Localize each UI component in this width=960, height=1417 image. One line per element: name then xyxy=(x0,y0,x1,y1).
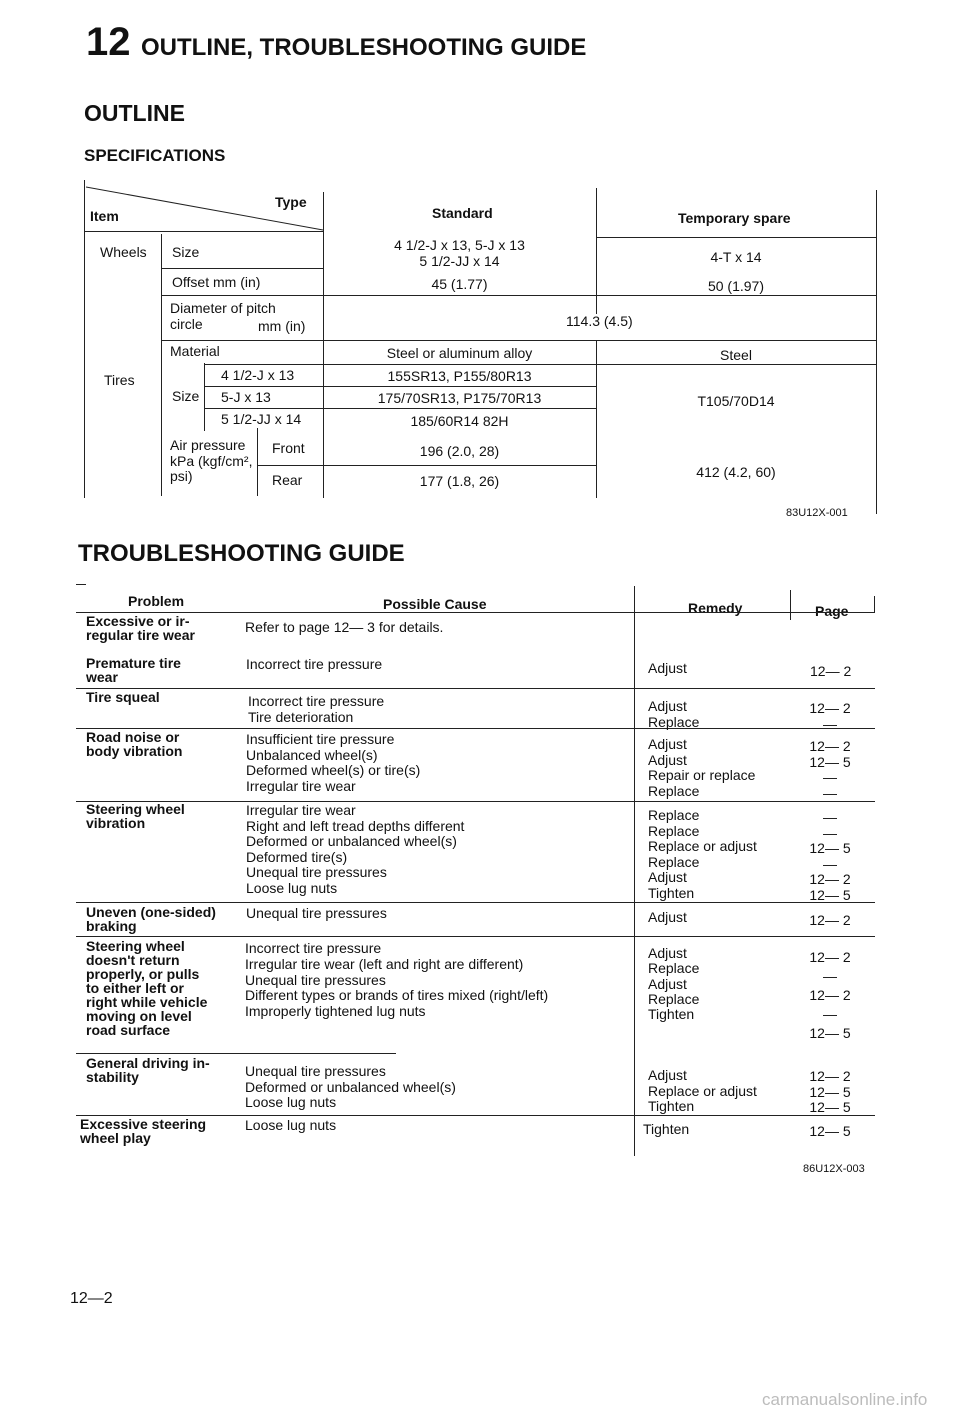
row-remedies: Adjust Replace or adjust Tighten xyxy=(648,1067,757,1114)
wheels-size-label: Size xyxy=(172,244,200,260)
tire-size-spare: T105/70D14 xyxy=(697,393,775,409)
row-remedies: Adjust xyxy=(648,909,687,925)
row-problem: Excessive or ir- regular tire wear xyxy=(86,613,195,643)
corner-type-label: Type xyxy=(275,194,307,210)
offset-label: Offset mm (in) xyxy=(172,274,261,290)
row-pages: 12— 2 xyxy=(809,912,851,928)
row-remedies: Adjust Replace Adjust Replace Tighten xyxy=(648,945,700,1023)
pitch-value: 114.3 (4.5) xyxy=(566,313,633,329)
rear-pressure-standard: 177 (1.8, 26) xyxy=(419,473,500,489)
tires-label: Tires xyxy=(104,372,135,388)
watermark: carmanualsonline.info xyxy=(762,1390,928,1409)
wheels-label: Wheels xyxy=(100,244,147,260)
row-causes: Unequal tire pressures xyxy=(246,905,387,921)
col-remedy-header: Remedy xyxy=(688,600,743,616)
row-remedies: Adjust xyxy=(648,660,687,676)
pressure-spare: 412 (4.2, 60) xyxy=(696,464,776,480)
row-causes: Insufficient tire pressure Unbalanced wheel(s) Deformed wheel(s) or tire(s) Irregular tire wear xyxy=(246,731,421,794)
row-pages: 12— 5 xyxy=(809,1123,851,1139)
air-pressure-label: Air pressure kPa (kgf/cm², psi) xyxy=(170,437,253,484)
spec-figure-code: 83U12X-001 xyxy=(786,507,848,519)
row-problem: General driving in- stability xyxy=(86,1055,210,1085)
outline-heading: OUTLINE xyxy=(84,100,185,126)
row-causes: Unequal tire pressures Deformed or unbalanced wheel(s) Loose lug nuts xyxy=(245,1063,456,1110)
row-problem: Road noise or body vibration xyxy=(86,729,183,759)
col-spare-header: Temporary spare xyxy=(678,210,791,226)
material-standard: Steel or aluminum alloy xyxy=(386,345,533,361)
row-remedies: Tighten xyxy=(643,1121,690,1137)
pitch-unit: mm (in) xyxy=(258,318,306,334)
wheels-size-spare: 4-T x 14 xyxy=(710,249,762,265)
row-pages: 12— 2 12— 5 12— 5 xyxy=(809,1068,851,1115)
front-label: Front xyxy=(272,440,305,456)
row-causes: Incorrect tire pressure xyxy=(246,656,383,672)
row-problem: Tire squeal xyxy=(86,689,160,705)
row-causes: Refer to page 12— 3 for details. xyxy=(245,619,444,635)
tire-size-standard-1: 155SR13, P155/80R13 xyxy=(387,368,532,384)
chapter-number: 12 xyxy=(86,20,131,64)
row-problem: Excessive steering wheel play xyxy=(80,1116,207,1146)
material-label: Material xyxy=(170,343,220,359)
row-causes: Incorrect tire pressure Tire deterioration xyxy=(248,693,385,725)
corner-item-label: Item xyxy=(90,208,119,224)
row-problem: Steering wheel vibration xyxy=(86,801,185,831)
page-number: 12—2 xyxy=(70,1290,113,1307)
row-problem: Premature tire wear xyxy=(86,655,181,685)
col-problem-header: Problem xyxy=(128,593,185,609)
chapter-title: OUTLINE, TROUBLESHOOTING GUIDE xyxy=(141,34,587,61)
tire-rim-1: 4 1/2-J x 13 xyxy=(221,367,295,383)
row-pages: 12— 2 xyxy=(810,663,852,679)
row-pages: 12— 2 12— 5 — — xyxy=(809,738,851,801)
row-causes: Incorrect tire pressure Irregular tire wear (left and right are different) Unequal tire pressures Different types or brands of tires mixed (right/left) Improperly tightened lug nuts xyxy=(245,940,549,1020)
row-causes: Irregular tire wear Right and left tread depths different Deformed or unbalanced wheel(s) Deformed tire(s) Unequal tire pressures Loose lug nuts xyxy=(246,802,465,896)
tire-rim-2: 5-J x 13 xyxy=(221,389,271,405)
row-pages: 12— 2 — xyxy=(809,700,851,732)
troubleshooting-heading: TROUBLESHOOTING GUIDE xyxy=(78,540,405,567)
row-causes: Loose lug nuts xyxy=(245,1117,337,1133)
row-pages: 12— 2 — 12— 2 — 12— 5 xyxy=(809,949,851,1041)
tire-size-standard-2: 175/70SR13, P175/70R13 xyxy=(377,390,542,406)
tire-size-standard-3: 185/60R14 82H xyxy=(410,413,509,429)
row-remedies: Replace Replace Replace or adjust Replace Adjust Tighten xyxy=(648,807,757,901)
wheels-size-standard: 4 1/2-J x 13, 5-J x 13 5 1/2-JJ x 14 xyxy=(394,237,525,269)
row-pages: — — 12— 5 — 12— 2 12— 5 xyxy=(809,809,851,903)
troubleshooting-figure-code: 86U12X-003 xyxy=(803,1163,865,1175)
row-problem: Steering wheel doesn't return properly, or pulls to either left or right while vehicle moving on level road surface xyxy=(86,938,208,1038)
row-remedies: Adjust Adjust Repair or replace Replace xyxy=(648,736,756,799)
col-standard-header: Standard xyxy=(432,205,493,221)
offset-spare: 50 (1.97) xyxy=(707,278,765,294)
rear-label: Rear xyxy=(272,472,303,488)
tire-rim-3: 5 1/2-JJ x 14 xyxy=(221,411,302,427)
row-remedies: Adjust Replace xyxy=(648,698,700,730)
offset-standard: 45 (1.77) xyxy=(431,276,488,292)
specifications-heading: SPECIFICATIONS xyxy=(84,146,226,165)
row-problem: Uneven (one-sided) braking xyxy=(86,904,216,934)
pitch-label: Diameter of pitch xyxy=(170,300,276,316)
front-pressure-standard: 196 (2.0, 28) xyxy=(419,443,500,459)
tire-size-label: Size xyxy=(172,388,200,404)
pitch-label-circle: circle xyxy=(170,316,203,332)
col-page-header: Page xyxy=(815,603,849,619)
material-spare: Steel xyxy=(720,347,752,363)
col-cause-header: Possible Cause xyxy=(383,596,487,612)
